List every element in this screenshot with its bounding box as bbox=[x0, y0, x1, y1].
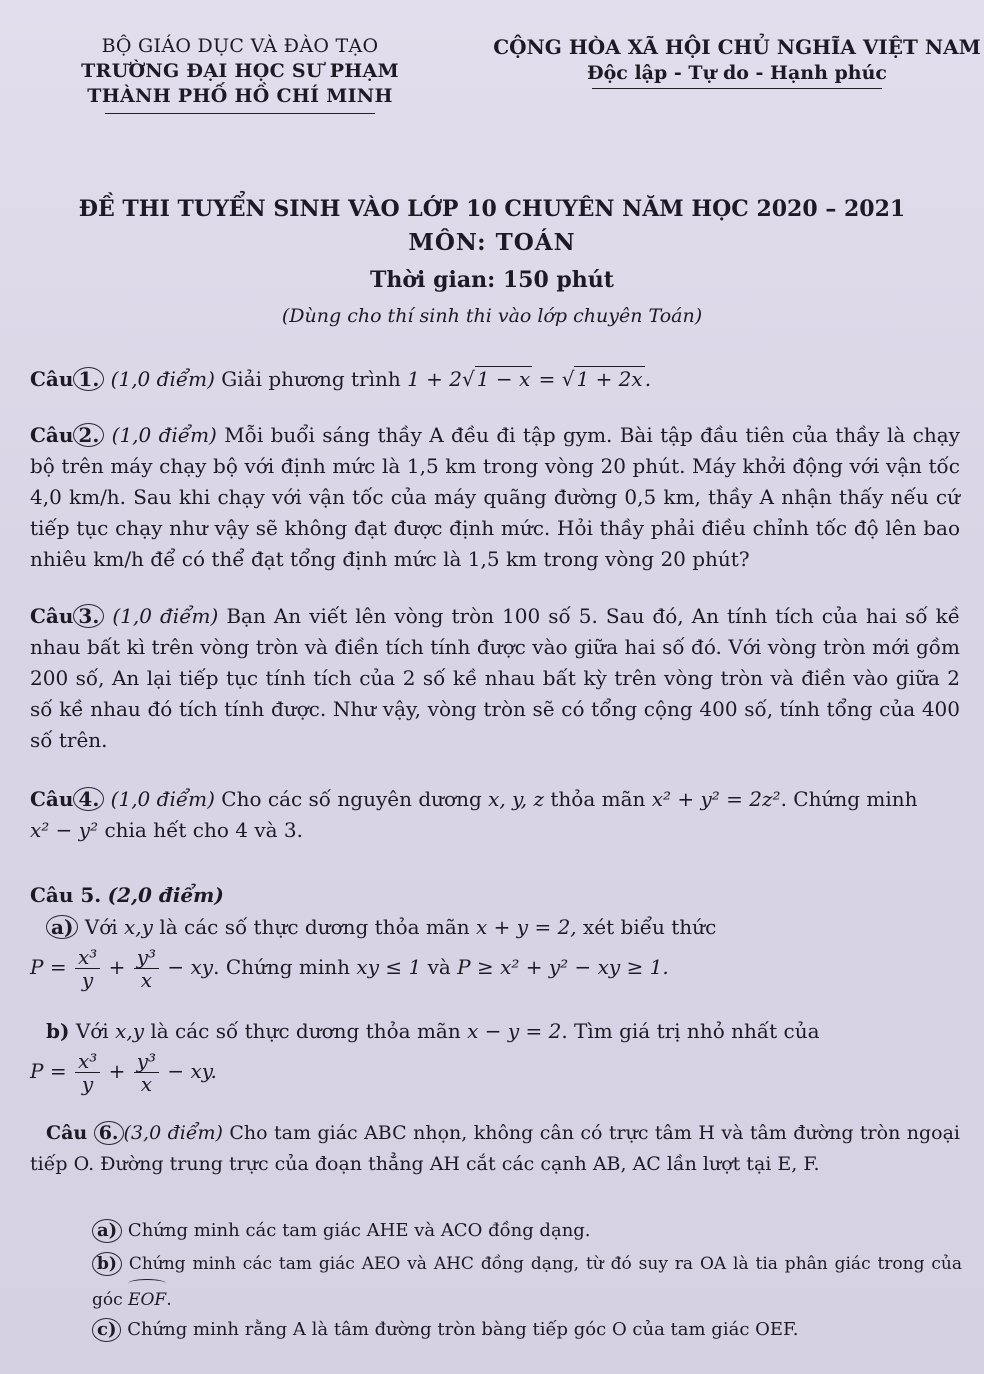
q4-text-2: thỏa mãn bbox=[550, 787, 646, 811]
q6b-angle: EOF bbox=[128, 1282, 166, 1318]
q4-text-4: chia hết cho 4 và 3. bbox=[104, 818, 304, 842]
q3-label: Câu bbox=[30, 604, 74, 628]
q4-expression: x² − y² bbox=[30, 818, 99, 842]
header-right-rule bbox=[592, 88, 882, 89]
q6c-label: c) bbox=[92, 1318, 121, 1342]
q6-points: (3,0 điểm) bbox=[123, 1122, 223, 1144]
q4-vars: x, y, z bbox=[488, 787, 544, 811]
q3-number: 3. bbox=[73, 604, 104, 628]
exam-subject: MÔN: TOÁN bbox=[408, 229, 576, 256]
q2-label: Câu bbox=[30, 423, 74, 447]
q4-points: (1,0 điểm) bbox=[110, 787, 215, 811]
q2-points: (1,0 điểm) bbox=[111, 423, 217, 447]
nation-motto: Độc lập - Tự do - Hạnh phúc bbox=[586, 62, 888, 84]
q3-text: Bạn An viết lên vòng tròn 100 số 5. Sau đó, An tính tích của hai số kề nhau bất kì trên vòng tròn và điền tích tính được vào giữa hai số đó. Với vòng tròn mới gồm 200 số, An lại tiếp tục tính tích của 2 số kề nhau bất kỳ trên vòng tròn và điền vào giữa 2 số kề nhau đó tích tính được. Như vậy, vòng tròn sẽ có tổng cộng 400 số, tính tổng của 400 số trên. bbox=[30, 604, 961, 752]
exam-note: (Dùng cho thí sinh thi vào lớp chuyên Toán) bbox=[281, 305, 703, 327]
q1-number: 1. bbox=[73, 367, 104, 391]
q6-text: Cho tam giác ABC nhọn, không cân có trực tâm H và tâm đường tròn ngoại tiếp O. Đường trung trực của đoạn thẳng AH cắt các cạnh AB, AC lần lượt tại E, F. bbox=[30, 1122, 960, 1175]
exam-time: Thời gian: 150 phút bbox=[370, 267, 614, 293]
q5a-vars: x,y bbox=[124, 915, 153, 939]
q5b-text-2: là các số thực dương thỏa mãn bbox=[150, 1019, 461, 1043]
city-name: THÀNH PHỐ HỒ CHÍ MINH bbox=[87, 85, 393, 107]
question-6a bbox=[92, 1216, 952, 1246]
question-5-heading bbox=[30, 880, 960, 911]
question-5b bbox=[30, 1012, 960, 1095]
q6-number: 6. bbox=[94, 1121, 124, 1145]
q4-equation: x² + y² = 2z² bbox=[651, 787, 781, 811]
q5b-vars: x,y bbox=[115, 1019, 144, 1043]
q6b-text: Chứng minh các tam giác AEO và AHC đồng dạng, từ đó suy ra OA là tia phân giác trong của góc bbox=[92, 1254, 962, 1310]
q4-number: 4. bbox=[73, 787, 104, 811]
q5b-text-3: . Tìm giá trị nhỏ nhất của bbox=[561, 1019, 820, 1043]
q5b-text-1: Với bbox=[75, 1019, 109, 1043]
q4-text-1: Cho các số nguyên dương bbox=[221, 787, 482, 811]
q6c-text: Chứng minh rằng A là tâm đường tròn bàng tiếp góc O của tam giác OEF. bbox=[127, 1319, 799, 1340]
q2-number: 2. bbox=[73, 423, 104, 447]
q6b-end: . bbox=[166, 1290, 172, 1310]
q5a-expression: P = $\frac{\text{x³}}{y}$ + $\frac{\text{y³}}{x}$ − xy bbox=[30, 945, 214, 992]
question-6b bbox=[92, 1246, 962, 1318]
nation-name: CỘNG HÒA XÃ HỘI CHỦ NGHĨA VIỆT NAM bbox=[493, 35, 981, 59]
q5a-text-5: và bbox=[427, 955, 451, 979]
question-2 bbox=[30, 420, 960, 575]
q5a-text-3: xét biểu thức bbox=[583, 915, 717, 939]
header-left-rule bbox=[105, 113, 375, 114]
q2-text: Mỗi buổi sáng thầy A đều đi tập gym. Bài tập đầu tiên của thầy là chạy bộ trên máy chạy bộ với định mức là 1,5 km trong vòng 20 phút. Máy khởi động với vận tốc 4,0 km/h. Sau khi chạy với vận tốc của máy quãng đường 0,5 km, thầy A nhận thấy nếu cứ tiếp tục chạy như vậy sẽ không đạt được định mức. Hỏi thầy phải điều chỉnh tốc độ lên bao nhiêu km/h để có thể đạt tổng định mức là 1,5 km trong vòng 20 phút? bbox=[30, 423, 960, 571]
nation-header bbox=[490, 34, 984, 89]
q5a-inequality-2: P ≥ x² + y² − xy ≥ 1. bbox=[457, 955, 669, 979]
question-4 bbox=[30, 784, 960, 846]
q6a-text: Chứng minh các tam giác AHE và ACO đồng dạng. bbox=[127, 1220, 591, 1241]
q3-points: (1,0 điểm) bbox=[112, 604, 219, 628]
q4-label: Câu bbox=[30, 787, 74, 811]
question-1 bbox=[30, 364, 960, 395]
university-name: TRƯỜNG ĐẠI HỌC SƯ PHẠM bbox=[81, 60, 399, 82]
q1-points: (1,0 điểm) bbox=[110, 367, 215, 391]
question-5a bbox=[30, 908, 960, 991]
q5a-label: a) bbox=[46, 915, 78, 939]
q5a-text-2: là các số thực dương thỏa mãn bbox=[159, 915, 470, 939]
exam-title: ĐỀ THI TUYỂN SINH VÀO LỚP 10 CHUYÊN NĂM HỌC 2020 – 2021 bbox=[78, 196, 906, 222]
q6-label: Câu bbox=[46, 1122, 88, 1144]
q5b-condition: x − y = 2 bbox=[467, 1019, 562, 1043]
question-6c bbox=[92, 1315, 952, 1345]
q5-label: Câu 5. bbox=[30, 883, 102, 907]
q6b-label: b) bbox=[92, 1252, 122, 1276]
q5-points: (2,0 điểm) bbox=[107, 883, 224, 907]
q5a-condition: x + y = 2, bbox=[476, 915, 577, 939]
question-3 bbox=[30, 601, 960, 756]
question-6 bbox=[30, 1118, 960, 1180]
q5a-text-4: . Chứng minh bbox=[213, 955, 351, 979]
q5b-label: b) bbox=[46, 1019, 70, 1043]
q5b-expression: P = $\frac{\text{x³}}{y}$ + $\frac{\text{y³}}{x}$ − xy. bbox=[30, 1049, 217, 1096]
q5a-text-1: Với bbox=[84, 915, 118, 939]
q4-text-3: . Chứng minh bbox=[780, 787, 918, 811]
q1-label: Câu bbox=[30, 367, 74, 391]
q5a-inequality-1: xy ≤ 1 bbox=[356, 955, 422, 979]
ministry-header bbox=[60, 34, 420, 114]
q6a-label: a) bbox=[92, 1219, 122, 1243]
q1-text: Giải phương trình bbox=[221, 367, 401, 391]
ministry-name: BỘ GIÁO DỤC VÀ ĐÀO TẠO bbox=[101, 35, 379, 57]
q1-equation: 1 + 2√ 1 − x = √ 1 + 2x . bbox=[407, 367, 652, 391]
